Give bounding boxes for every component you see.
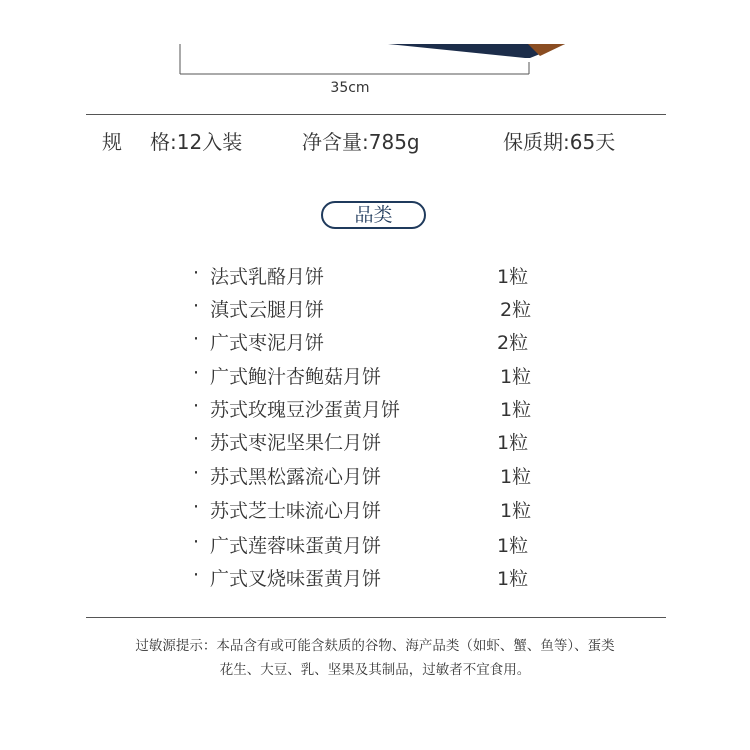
list-item xyxy=(0,362,750,390)
bullet: · xyxy=(193,295,200,317)
spec-net-weight-label: 净含量 xyxy=(302,130,362,154)
item-name: 苏式黑松露流心月饼 xyxy=(210,466,382,488)
bullet: · xyxy=(193,531,200,553)
item-quantity: 1粒 xyxy=(497,432,529,454)
item-quantity: 1粒 xyxy=(497,266,529,288)
bullet: · xyxy=(193,328,200,350)
spec-shelf-life-label: 保质期 xyxy=(503,130,563,154)
divider-bottom xyxy=(86,617,666,618)
item-name: 苏式芝士味流心月饼 xyxy=(210,500,382,522)
item-quantity: 1粒 xyxy=(497,568,529,590)
spec-net-weight-value: 785g xyxy=(368,130,420,154)
item-name: 苏式枣泥坚果仁月饼 xyxy=(210,432,382,454)
spec-shelf-life-value: 65天 xyxy=(569,130,616,154)
item-quantity: 1粒 xyxy=(497,535,529,557)
list-item xyxy=(0,531,750,559)
item-name: 广式枣泥月饼 xyxy=(210,332,325,354)
list-item xyxy=(0,428,750,456)
bullet: · xyxy=(193,262,200,284)
spec-size xyxy=(102,126,242,156)
list-item xyxy=(0,262,750,290)
spec-colon: : xyxy=(362,130,369,154)
category-badge: 品类 xyxy=(321,201,426,229)
spec-shelf-life xyxy=(503,126,615,156)
item-quantity: 1粒 xyxy=(500,366,532,388)
item-quantity: 1粒 xyxy=(500,466,532,488)
bullet: · xyxy=(193,496,200,518)
list-item xyxy=(0,564,750,592)
item-quantity: 1粒 xyxy=(500,500,532,522)
list-item xyxy=(0,395,750,423)
spec-net-weight xyxy=(302,126,420,156)
spec-size-value: 12入装 xyxy=(176,130,243,154)
spec-colon: : xyxy=(170,130,177,154)
item-name: 广式鲍汁杏鲍菇月饼 xyxy=(210,366,382,388)
spec-colon: : xyxy=(563,130,570,154)
item-name: 广式叉烧味蛋黄月饼 xyxy=(210,568,382,590)
bullet: · xyxy=(193,395,200,417)
bullet: · xyxy=(193,462,200,484)
allergen-notice-line1: 过敏源提示：本品含有或可能含麸质的谷物、海产品类（如虾、蟹、鱼等）、蛋类 xyxy=(135,638,615,654)
item-name: 滇式云腿月饼 xyxy=(210,299,325,321)
item-name: 法式乳酪月饼 xyxy=(210,266,325,288)
item-name: 苏式玫瑰豆沙蛋黄月饼 xyxy=(210,399,401,421)
list-item xyxy=(0,462,750,490)
bullet: · xyxy=(193,564,200,586)
list-item xyxy=(0,496,750,524)
item-quantity: 2粒 xyxy=(500,299,532,321)
bullet: · xyxy=(193,428,200,450)
list-item xyxy=(0,295,750,323)
item-quantity: 1粒 xyxy=(500,399,532,421)
item-name: 广式莲蓉味蛋黄月饼 xyxy=(210,535,382,557)
divider-top xyxy=(86,114,666,115)
bullet: · xyxy=(193,362,200,384)
item-quantity: 2粒 xyxy=(497,332,529,354)
width-dimension-label: 35cm xyxy=(330,80,370,96)
allergen-notice-line2: 花生、大豆、乳、坚果及其制品，过敏者不宜食用。 xyxy=(219,662,531,678)
spec-size-label: 规格 xyxy=(102,130,170,154)
list-item xyxy=(0,328,750,356)
